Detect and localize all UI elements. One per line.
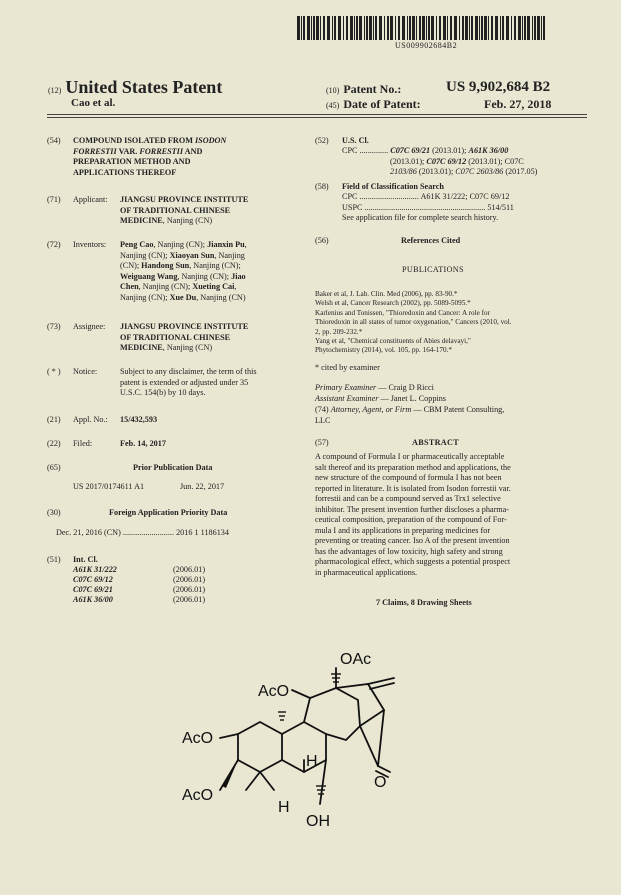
abstract-title: ABSTRACT — [412, 438, 459, 447]
barcode-bar — [412, 16, 415, 40]
barcode-bar — [511, 16, 512, 40]
barcode-bar — [327, 16, 330, 40]
int-cl-row: C07C 69/21 (2006.01) — [73, 585, 206, 594]
cited-by-examiner: * cited by examiner — [315, 363, 380, 372]
barcode-bar — [428, 16, 430, 40]
barcode-bar — [481, 16, 483, 40]
barcode-bar — [373, 16, 374, 40]
label-h-1: H — [306, 753, 318, 770]
barcode-icon — [297, 16, 549, 40]
field-search-label: Field of Classification Search — [342, 182, 444, 191]
publications-title: PUBLICATIONS — [402, 265, 464, 274]
barcode-bar — [469, 16, 470, 40]
label-oac-top: OAc — [340, 651, 372, 668]
barcode-bar — [475, 16, 478, 40]
barcode-bar — [375, 16, 377, 40]
barcode-bar — [518, 16, 521, 40]
field-search: CPC ............................. A61K 31/222; C07C 69/12 USPC ........................................................... 514/511 See application file for complete search history. — [342, 192, 514, 222]
assignee-label: Assignee: — [73, 322, 106, 331]
header-rule — [47, 114, 587, 115]
filed-date: Feb. 14, 2017 — [120, 439, 166, 448]
code-51: (51) — [47, 555, 61, 564]
label-oh: OH — [306, 813, 330, 830]
cpc-classes: CPC .............. C07C 69/21 (2013.01); A61K 36/00 (2013.01); C07C 69/12 (2013.01); C07C 2103/86 (2013.01); C07C 2603/86 (2017.05) — [342, 146, 538, 176]
barcode-bar — [359, 16, 362, 40]
barcode-bar — [534, 16, 536, 40]
foreign-priority-line: Dec. 21, 2016 (CN) ......................... 2016 1 1186134 — [56, 528, 229, 537]
barcode-bar — [484, 16, 487, 40]
label-aco-2: AcO — [182, 730, 214, 747]
barcode-bar — [338, 16, 341, 40]
patent-date-row: (45) Date of Patent: Feb. 27, 2018 — [326, 97, 552, 111]
barcode-bar — [431, 16, 434, 40]
barcode-bar — [454, 16, 457, 40]
abstract-text: A compound of Formula I or pharmaceutically acceptable salt thereof and its preparation method and applications, the new structure of the compound of formula I has not been reported in literature. It is isolated from Isodon forrestii var. forrestii and can be a compound served as Trx1 selective inhibitor. The present invention further discloses a pharma- ceutical composition, preparation of the compound of For- mula I and its applications in preparing medicines for preventing or treating cancer. Iso A of the present invention has the advantages of low toxicity, high safety and strong pharmacological effect, which suggests a potential prospect in pharmaceutical applications. — [315, 452, 511, 577]
barcode-bar — [541, 16, 542, 40]
barcode-bar — [384, 16, 385, 40]
patent-number-row: (10) Patent No.: US 9,902,684 B2 — [326, 79, 551, 96]
barcode-bar — [316, 16, 319, 40]
patent-date: Feb. 27, 2018 — [484, 97, 552, 111]
barcode-bar — [495, 16, 498, 40]
barcode-bar — [416, 16, 417, 40]
barcode-bar — [320, 16, 321, 40]
code-57: (57) — [315, 438, 329, 447]
barcode-bar — [390, 16, 393, 40]
barcode-bar — [356, 16, 358, 40]
int-cl-list — [73, 565, 273, 605]
barcode-bar — [459, 16, 460, 40]
assignee: JIANGSU PROVINCE INSTITUTE OF TRADITIONAL CHINESE MEDICINE, Nanjing (CN) — [120, 322, 249, 352]
barcode-bar — [379, 16, 382, 40]
barcode-bar — [524, 16, 526, 40]
barcode-bar — [332, 16, 333, 40]
claims-count: 7 Claims, 8 Drawing Sheets — [376, 598, 472, 607]
code-30: (30) — [47, 508, 61, 517]
barcode-bar — [450, 16, 452, 40]
country-title: (12) United States Patent — [48, 77, 223, 97]
prior-pub-date: Jun. 22, 2017 — [180, 482, 225, 491]
barcode-bar — [313, 16, 315, 40]
barcode-bar — [439, 16, 441, 40]
barcode-bar — [471, 16, 473, 40]
barcode-bar — [488, 16, 489, 40]
barcode-bar — [343, 16, 344, 40]
barcode-bar — [398, 16, 400, 40]
code-21: (21) — [47, 415, 61, 424]
chemical-structure-formula-i — [170, 640, 450, 880]
barcode-bar — [409, 16, 411, 40]
applicant: JIANGSU PROVINCE INSTITUTE OF TRADITIONAL CHINESE MEDICINE, Nanjing (CN) — [120, 195, 249, 225]
barcode-bar — [447, 16, 448, 40]
int-cl-label: Int. Cl. — [73, 555, 98, 564]
barcode-bar — [419, 16, 421, 40]
label-ketone-o: O — [374, 774, 387, 791]
prior-pub-title: Prior Publication Data — [133, 463, 213, 472]
barcode-bar — [462, 16, 464, 40]
code-73: (73) — [47, 322, 61, 331]
barcode-bar — [527, 16, 530, 40]
appl-label: Appl. No.: — [73, 415, 108, 424]
us-cl-label: U.S. Cl. — [342, 136, 369, 145]
barcode-bar — [465, 16, 468, 40]
code-notice: ( * ) — [47, 367, 61, 376]
barcode-bar — [387, 16, 389, 40]
appl-number: 15/432,593 — [120, 415, 158, 424]
code-65: (65) — [47, 463, 61, 472]
barcode-bar — [506, 16, 509, 40]
label-aco-1: AcO — [258, 683, 290, 700]
references-title: References Cited — [401, 236, 461, 245]
barcode-bar — [323, 16, 325, 40]
barcode-bar — [346, 16, 348, 40]
code-54: (54) — [47, 136, 61, 145]
barcode-bar — [311, 16, 312, 40]
code-71: (71) — [47, 195, 61, 204]
barcode-bar — [500, 16, 501, 40]
header-rule-2 — [47, 117, 587, 118]
barcode-bar — [297, 16, 300, 40]
int-cl-row: A61K 31/222 (2006.01) — [73, 565, 206, 574]
barcode-bar — [301, 16, 302, 40]
notice-label: Notice: — [73, 367, 98, 376]
barcode-bar — [543, 16, 545, 40]
label-h-2: H — [278, 799, 290, 816]
publication-number: US009902684B2 — [395, 41, 458, 50]
barcode-bar — [307, 16, 310, 40]
int-cl-row: A61K 36/00 (2006.01) — [73, 595, 206, 604]
filed-label: Filed: — [73, 439, 93, 448]
barcode-bar — [436, 16, 437, 40]
barcode-bar — [522, 16, 523, 40]
barcode-bar — [369, 16, 372, 40]
code-22: (22) — [47, 439, 61, 448]
barcode-bar — [354, 16, 355, 40]
barcode-bar — [491, 16, 493, 40]
barcode-bar — [334, 16, 336, 40]
attorney: (74) Attorney, Agent, or Firm — CBM Patent Consulting, LLC — [315, 405, 505, 425]
barcode-bar — [350, 16, 353, 40]
barcode-bar — [395, 16, 396, 40]
patent-number: US 9,902,684 B2 — [446, 79, 551, 95]
int-cl-row: C07C 69/12 (2006.01) — [73, 575, 206, 584]
barcode-bar — [479, 16, 480, 40]
barcode-bar — [537, 16, 540, 40]
code-52: (52) — [315, 136, 329, 145]
applicant-label: Applicant: — [73, 195, 108, 204]
barcode-bar — [303, 16, 305, 40]
barcode-bar — [426, 16, 427, 40]
assistant-examiner: Assistant Examiner — Janet L. Coppins — [315, 394, 446, 403]
code-72: (72) — [47, 240, 61, 249]
label-aco-3: AcO — [182, 787, 214, 804]
barcode-bar — [366, 16, 368, 40]
inventors-label: Inventors: — [73, 240, 107, 249]
authors: Cao et al. — [71, 97, 116, 109]
barcode-bar — [514, 16, 516, 40]
code-58: (58) — [315, 182, 329, 191]
prior-pub-number: US 2017/0174611 A1 — [73, 482, 145, 491]
notice: Subject to any disclaimer, the term of this patent is extended or adjusted under 35 U.S.C. 154(b) by 10 days. — [120, 367, 257, 397]
primary-examiner: Primary Examiner — Craig D Ricci — [315, 383, 434, 392]
barcode-bar — [407, 16, 408, 40]
barcode-bar — [422, 16, 425, 40]
barcode-bar — [402, 16, 405, 40]
title: COMPOUND ISOLATED FROM ISODON FORRESTII VAR. FORRESTII AND PREPARATION METHOD AND APPLICATIONS THEREOF — [73, 136, 227, 177]
barcode-bar — [502, 16, 504, 40]
code-56: (56) — [315, 236, 329, 245]
barcode-bar — [532, 16, 533, 40]
barcode-bar — [443, 16, 446, 40]
barcode-bar — [364, 16, 365, 40]
inventors: Peng Cao, Nanjing (CN); Jianxin Pu, Nanjing (CN); Xiaoyan Sun, Nanjing (CN); Handong Sun, Nanjing (CN); Weiguang Wang, Nanjing (CN); Jiao Chen, Nanjing (CN); Xueting Cai, Nanjing (CN); Xue Du, Nanjing (CN) — [120, 240, 247, 302]
foreign-priority-title: Foreign Application Priority Data — [109, 508, 228, 517]
publications-list: Baker et al, J. Lab. Clin. Med (2006), pp. 83-90.* Welsh et al, Cancer Research (2002), pp. 5089-5095.* Karlenius and Tonissen, "Thioredoxin and Cancer: A role for Thioredoxin in all states of tumor oxygenation," Cancers (2010, vol. 2, pp. 209-232.* Yang et al, "Chemical constituents of Abies delavayi," Phytochemistry (2014), vol. 105, pp. 164-170.* — [315, 290, 512, 355]
